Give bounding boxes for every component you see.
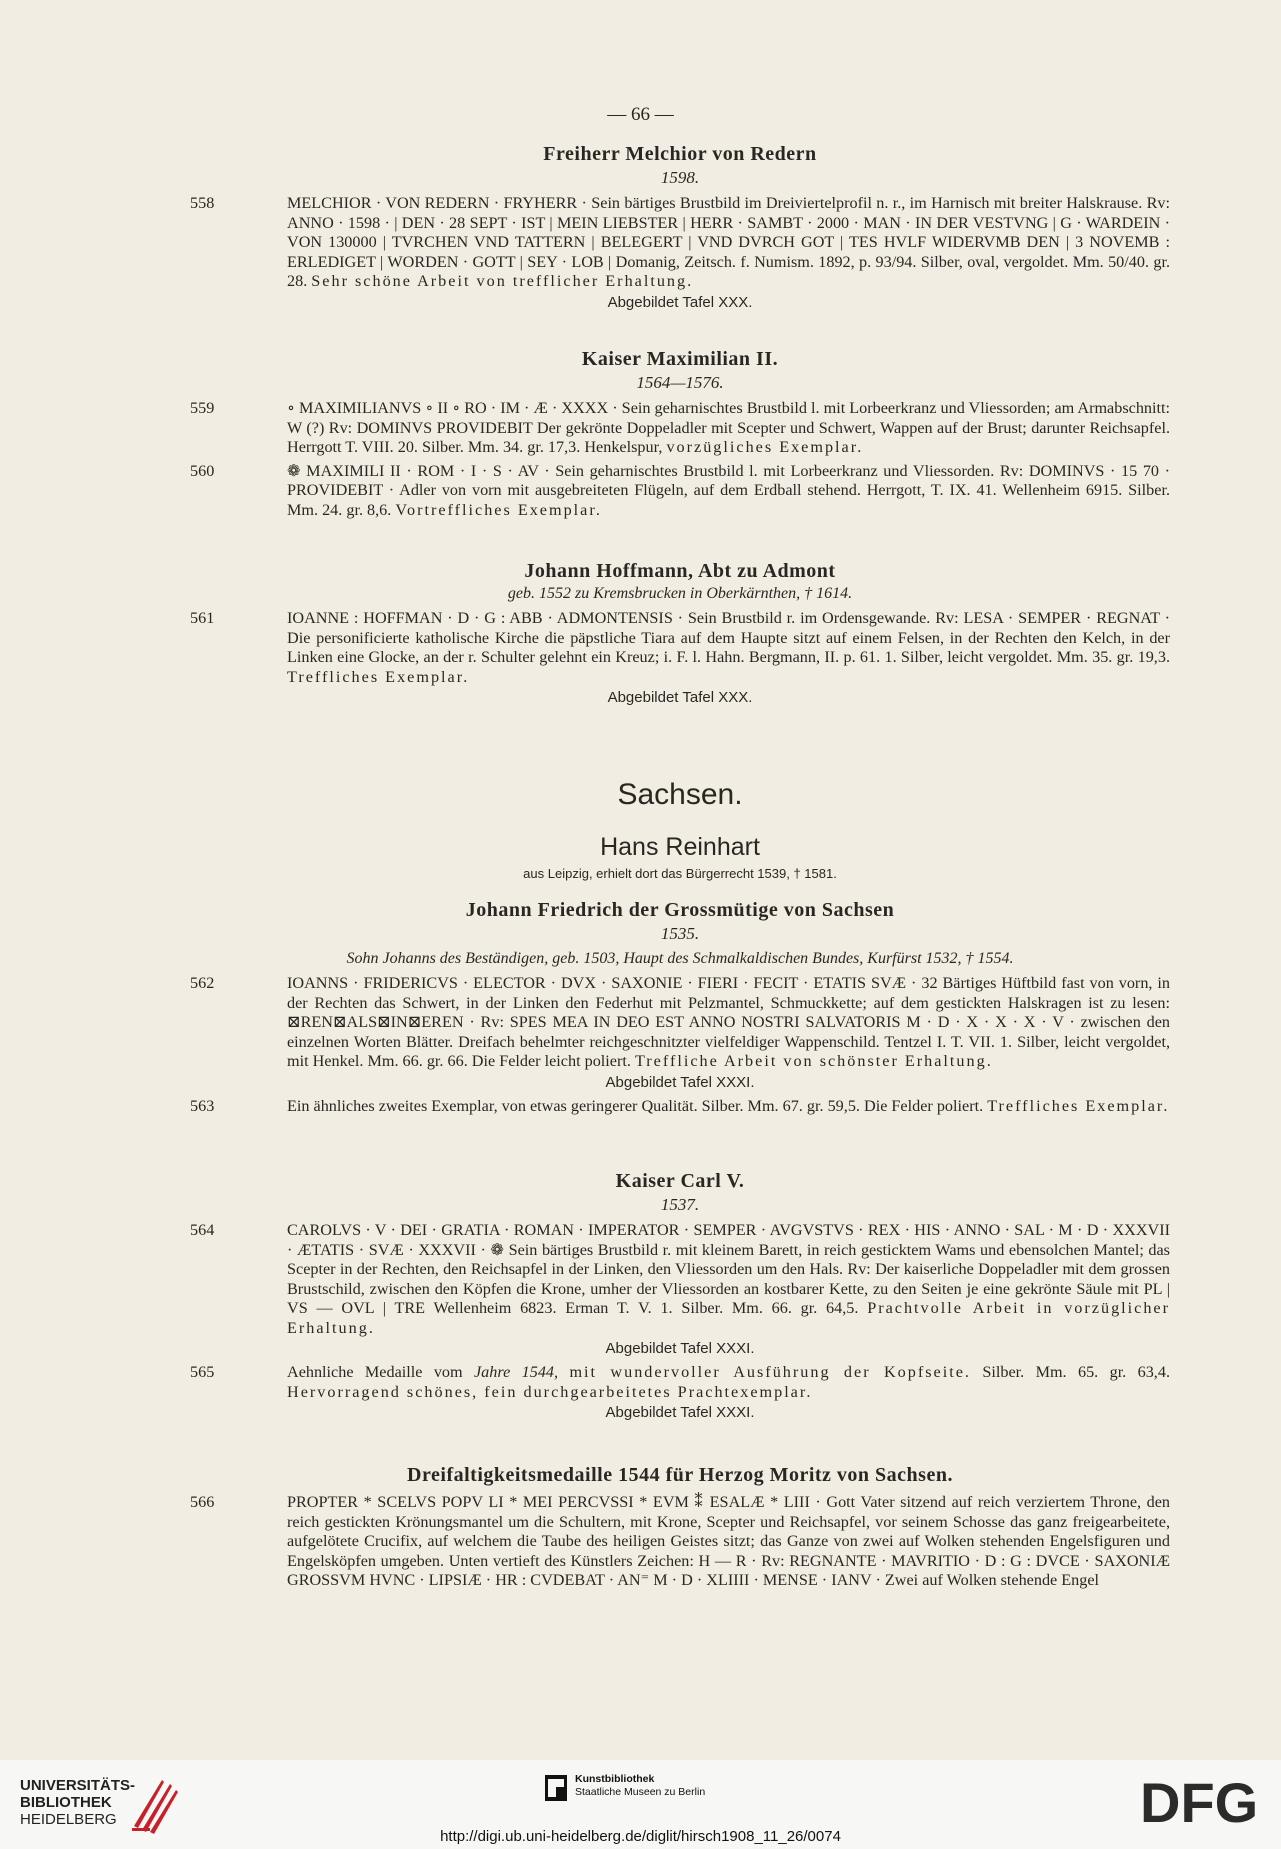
section-johann-friedrich (190, 899, 1170, 1116)
entry-text: CAROLVS · V · DEI · GRATIA · ROMAN · IMPERATOR · SEMPER · AVGVSTVS · REX · HIS · ANNO · SAL · M · D · XXXVII · ÆTATIS · SVÆ · XXXVII · ❁ Sein bärtiges Brustbild r. mit kleinem Barett, in reich gesticktem Wams und ebensolchen Mantel; das Scepter in der Rechten, den Reichsapfel in der Linken, den Vliessorden um den Hals. Rv: Der kaiserliche Doppeladler mit dem grossen Brustschild, zwischen den Köpfen die Krone, umher der Vliessorden an kostbarer Kette, zu den Seiten je eine gekrönte Säule mit PL | VS — OVL | TRE Wellenheim 6823. Erman T. V. 1. Silber. Mm. 66. gr. 64,5. (287, 1221, 1170, 1317)
ub-line-2: BIBLIOTHEK (20, 1794, 112, 1811)
section-hoffmann (190, 560, 1170, 712)
kunstbibliothek-logo-icon[interactable] (545, 1775, 567, 1801)
artist-name: Hans Reinhart (600, 833, 760, 861)
catalog-entry-562 (190, 974, 1170, 1072)
plate-reference: Abgebildet Tafel XXXI. (605, 1340, 755, 1357)
section-year: 1598. (660, 168, 700, 187)
section-subtitle: geb. 1552 zu Kremsbrucken in Oberkärnthen, † 1614. (507, 585, 853, 602)
entry-text: IOANNE : HOFFMAN · D · G : ABB · ADMONTENSIS · Sein Brustbild r. im Ordensgewande. Rv: LESA · SEMPER · REGNAT · Die personificierte katholische Kirche die päpstliche Tiara auf dem Haupte sitzt auf einem Felsen, in der Rechten den Kelch, in der Linken eine Glocke, an der r. Schulter gelehnt ein Kreuz; i. F. l. Hahn. Bergmann, II. p. 61. 1. Silber, leicht vergoldet. Mm. 35. gr. 19,3. (287, 609, 1170, 666)
entry-number: 566 (190, 1493, 215, 1511)
entry-number: 561 (190, 609, 215, 627)
region-heading (190, 778, 1170, 812)
ub-line-3: HEIDELBERG (20, 1811, 117, 1828)
entry-number: 564 (190, 1221, 215, 1239)
entry-text: ∘ MAXIMILIANVS ∘ II ∘ RO · IM · Æ · XXXX · Sein geharnischtes Brustbild l. mit Lorbeerkranz und Vliessorden; am Armabschnitt: W (?) Rv: DOMINVS PROVIDEBIT Der gekrönte Doppeladler mit Scepter und Schwert, Wappen auf der Brust; darunter Reichsapfel. Herrgott T. VIII. 20. Silber. Mm. 34. gr. 17,3. Henkelspur, (287, 399, 1170, 456)
entry-condition: vorzügliches Exemplar. (666, 438, 864, 456)
plate-reference: Abgebildet Tafel XXX. (607, 689, 753, 706)
catalog-entry-565 (190, 1363, 1170, 1402)
kb-line-2: Staatliche Museen zu Berlin (575, 1786, 706, 1798)
region-title: Sachsen. (617, 778, 743, 811)
section-title: Dreifaltigkeitsmedaille 1544 für Herzog Moritz von Sachsen. (407, 1464, 953, 1486)
kunstbibliothek-wordmark (575, 1773, 705, 1799)
footer-bar (0, 1760, 1281, 1849)
section-title: Kaiser Carl V. (615, 1170, 745, 1192)
entry-text-2: Silber. Mm. 65. gr. 63,4. (982, 1363, 1170, 1381)
entry-year-italic: Jahre 1544, (474, 1363, 559, 1381)
artist-note: aus Leipzig, erhielt dort das Bürgerrecht 1539, † 1581. (523, 866, 837, 881)
entry-number: 558 (190, 194, 215, 212)
entry-number: 565 (190, 1363, 215, 1381)
section-title: Johann Friedrich der Grossmütige von Sachsen (465, 899, 895, 921)
ub-heidelberg-logo-icon[interactable] (128, 1774, 182, 1836)
section-redern (190, 143, 1170, 317)
entry-number: 559 (190, 399, 215, 417)
entry-condition: Treffliche Arbeit von schönster Erhaltung. (634, 1052, 993, 1070)
section-title: Freiherr Melchior von Redern (543, 143, 817, 165)
permalink-url[interactable]: http://digi.ub.uni-heidelberg.de/diglit/hirsch1908_11_26/0074 (440, 1828, 841, 1845)
section-maximilian (190, 348, 1170, 520)
entry-condition: Prachtvolle Arbeit in vorzüglicher Erhaltung. (287, 1299, 1171, 1337)
catalog-entry-559 (190, 399, 1170, 458)
section-year: 1537. (660, 1195, 700, 1214)
artist-heading (190, 833, 1170, 881)
entry-text: ❁ MAXIMILI II · ROM · I · S · AV · Sein geharnischtes Brustbild l. mit Lorbeerkranz und Vliessorden. Rv: DOMINVS · 15 70 · PROVIDEBIT · Adler von vorn mit ausgebreiteten Flügeln, auf dem Erdball stehend. Herrgott, T. IX. 41. Wellenheim 6915. Silber. Mm. 24. gr. 8,6. (287, 461, 1170, 519)
plate-reference: Abgebildet Tafel XXXI. (605, 1073, 755, 1091)
entry-text: PROPTER * SCELVS POPV LI * MEI PERCVSSI * EVM ⁑ ESALÆ * LIII · Gott Vater sitzend auf reich verziertem Throne, den reich gestickten Krönungsmantel um die Schultern, mit Krone, Scepter und Reichsapfel, vor seinem Schosse das ganz freigearbeitete, aufgelötete Crucifix, auf welchem die Taube des heiligen Geistes sitzt; das Ganze von zwei auf Wolken stehenden Engelsfiguren und Engelsköpfen umgeben. Unten vertieft des Künstlers Zeichen: H — R · Rv: REGNANTE · MAVRITIO · D : G : DVCE · SAXONIÆ GROSSVM HVNC · LIPSIÆ · HR : CVDEBAT · AN⁼ M · D · XLIIII · MENSE · IANV · Zwei auf Wolken stehende Engel (287, 1493, 1170, 1589)
dfg-logo-icon[interactable] (1140, 1776, 1262, 1828)
section-dreifaltigkeit (190, 1464, 1170, 1591)
catalog-entry-564 (190, 1221, 1170, 1338)
section-title: Kaiser Maximilian II. (581, 348, 779, 370)
entry-text: Aehnliche Medaille vom (287, 1363, 463, 1381)
entry-condition: Vortreffliches Exemplar. (395, 500, 602, 519)
entry-text: IOANNS · FRIDERICVS · ELECTOR · DVX · SAXONIE · FIERI · FECIT · ETATIS SVÆ · 32 Bärtiges Hüftbild fast von vorn, in der Rechten das Schwert, in der Linken den Federhut mit Pelzmantel, Schmuckkette; auf dem gestickten Halskragen ist zu lesen: ⊠REN⊠ALS⊠IN⊠EREN · Rv: SPES MEA IN DEO EST ANNO NOSTRI SALVATORIS M · D · X · X · X · V · zwischen den einzelnen Worten Blätter. Dreifach behelmter reichgeschnitzter vielfeldiger Wappenschild. Tentzel I. T. VII. 1. Silber, leicht vergoldet, mit Henkel. Mm. 66. gr. 66. Die Felder leicht poliert. (287, 974, 1170, 1070)
section-title: Johann Hoffmann, Abt zu Admont (524, 560, 836, 582)
entry-number: 563 (190, 1096, 215, 1115)
plate-reference: Abgebildet Tafel XXX. (607, 293, 753, 311)
ub-line-1: UNIVERSITÄTS- (20, 1777, 136, 1794)
entry-condition: Treffliches Exemplar. (987, 1096, 1170, 1115)
ub-heidelberg-wordmark[interactable] (20, 1777, 135, 1828)
section-subtitle: Sohn Johanns des Beständigen, geb. 1503, Haupt des Schmalkaldischen Bundes, Kurfürst 1532, † 1554. (346, 950, 1014, 967)
section-year: 1564—1576. (636, 373, 724, 392)
kb-line-1: Kunstbibliothek (575, 1773, 655, 1785)
entry-number: 560 (190, 461, 215, 480)
catalog-entry-563 (190, 1097, 1170, 1117)
entry-text: MELCHIOR · VON REDERN · FRYHERR · Sein bärtiges Brustbild im Dreiviertelprofil n. r., im Harnisch mit breiter Halskrause. Rv: ANNO · 1598 · | DEN · 28 SEPT · IST | MEIN LIEBSTER | HERR · SAMBT · 2000 · MAN · IN DER VESTVNG | G · WARDEIN · VON 130000 | TVRCHEN VND TATTERN | BELEGERT | VND DVRCH GOT | TES HVLF WIDERVMB DEN | 3 NOVEMB : ERLEDIGET | WORDEN · GOTT | SEY · LOB | Domanig, Zeitsch. f. Numism. 1892, p. 93/94. Silber, oval, vergoldet. Mm. 50/40. gr. 28. (287, 194, 1170, 290)
section-carl-v (190, 1170, 1170, 1427)
catalog-entry-560 (190, 462, 1170, 521)
catalog-entry-558 (190, 194, 1170, 292)
entry-condition: Sehr schöne Arbeit von trefflicher Erhaltung. (311, 272, 694, 290)
plate-reference: Abgebildet Tafel XXXI. (605, 1404, 755, 1421)
catalog-entry-561 (190, 609, 1170, 687)
dfg-logo-text: DFG (1140, 1776, 1259, 1828)
entry-remark: mit wundervoller Ausführung der Kopfseite. (569, 1363, 971, 1381)
page-number: — 66 — (607, 104, 674, 125)
entry-condition: Hervorragend schönes, fein durchgearbeitetes Prachtexemplar. (287, 1382, 813, 1401)
entry-condition: Treffliches Exemplar. (287, 667, 470, 686)
section-year: 1535. (660, 924, 700, 943)
catalog-entry-566 (190, 1493, 1170, 1591)
entry-text: Ein ähnliches zweites Exemplar, von etwas geringerer Qualität. Silber. Mm. 67. gr. 59,5. Die Felder poliert. (287, 1096, 984, 1115)
entry-number: 562 (190, 974, 215, 992)
